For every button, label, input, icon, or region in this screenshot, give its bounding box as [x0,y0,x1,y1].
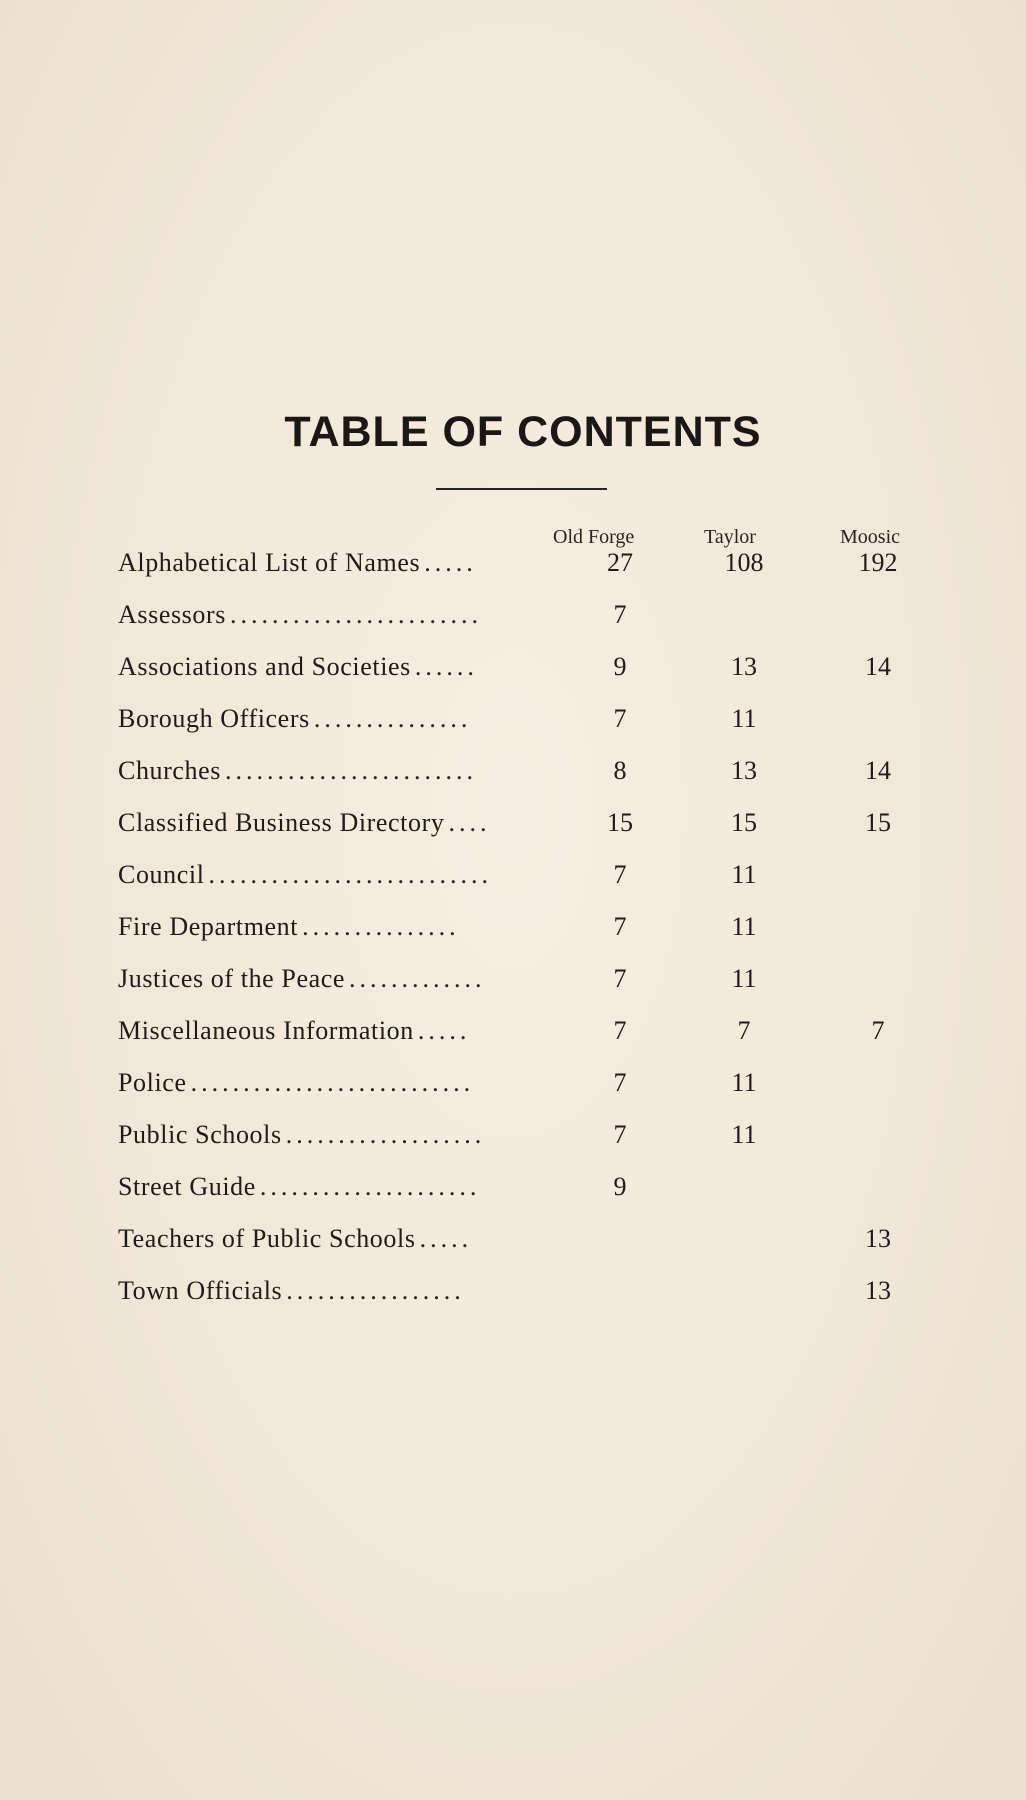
leader-dots: ................. [286,1276,465,1305]
page-number-moosic: 14 [865,652,891,681]
entry-label [118,652,572,682]
leader-dots: ............. [349,964,486,993]
entry-label [118,1224,572,1254]
table-row [0,1068,1026,1108]
entry-label [118,1120,572,1150]
entry-label [118,1068,572,1098]
table-row [0,600,1026,640]
entry-title: Town Officials [118,1276,283,1305]
table-row [0,1172,1026,1212]
table-row [0,652,1026,692]
entry-title: Miscellaneous Information [118,1016,414,1045]
entry-label [118,756,572,786]
entry-label [118,1172,572,1202]
page-number-old-forge: 7 [613,1120,627,1149]
page-number-old-forge: 7 [613,964,627,993]
leader-dots: ...... [414,652,478,681]
leader-dots: ............... [313,704,472,733]
leader-dots: ........................... [208,860,493,889]
entry-title: Churches [118,756,221,785]
entry-title: Classified Business Directory [118,808,445,837]
table-row [0,860,1026,900]
title-divider [436,488,607,490]
leader-dots: ........................... [190,1068,475,1097]
page-number-taylor: 11 [731,1120,757,1149]
page-number-moosic: 192 [858,548,898,577]
leader-dots: ..................... [259,1172,481,1201]
entry-label [118,548,572,578]
page-number-old-forge: 9 [613,1172,627,1201]
entry-label [118,964,572,994]
page-number-taylor: 13 [731,652,757,681]
entry-label [118,704,572,734]
page-number-taylor: 13 [731,756,757,785]
leader-dots: ........................ [229,600,482,629]
table-row [0,1016,1026,1056]
page-number-taylor: 15 [731,808,757,837]
entry-label [118,1016,572,1046]
page-number-taylor: 11 [731,912,757,941]
page-number-old-forge: 7 [613,1068,627,1097]
table-row [0,1224,1026,1264]
leader-dots: ........................ [225,756,477,785]
page-number-moosic: 13 [865,1276,891,1305]
page-number-old-forge: 8 [613,756,627,785]
page-number-old-forge: 7 [613,912,627,941]
page-number-moosic: 7 [871,1016,885,1045]
entry-title: Justices of the Peace [118,964,346,993]
page-number-taylor: 11 [731,1068,757,1097]
page-number-taylor: 11 [731,704,757,733]
entry-label [118,912,572,942]
page-number-old-forge: 9 [613,652,627,681]
page-title: TABLE OF CONTENTS [284,408,762,456]
page-number-old-forge: 7 [613,1016,627,1045]
page-number-moosic: 15 [865,808,891,837]
table-row [0,1276,1026,1316]
leader-dots: ..... [419,1224,473,1253]
entry-title: Teachers of Public Schools [118,1224,416,1253]
table-row [0,808,1026,848]
leader-dots: ............... [302,912,460,941]
entry-title: Fire Department [118,912,299,941]
entry-label [118,860,572,890]
table-row [0,756,1026,796]
entry-title: Borough Officers [118,704,310,733]
page-number-taylor: 7 [737,1016,751,1045]
page-number-taylor: 108 [724,548,764,577]
entry-title: Alphabetical List of Names [118,548,421,577]
page-number-old-forge: 7 [613,704,627,733]
entry-title: Associations and Societies [118,652,411,681]
table-row [0,964,1026,1004]
leader-dots: ..... [424,548,477,577]
table-row [0,704,1026,744]
page-number-old-forge: 7 [613,860,627,889]
entry-title: Public Schools [118,1120,282,1149]
entry-label [118,600,572,630]
leader-dots: .... [448,808,491,837]
table-row [0,548,1026,588]
page-number-old-forge: 7 [613,600,627,629]
page-number-taylor: 11 [731,964,757,993]
column-header-taylor: Taylor [704,526,756,548]
page-number-old-forge: 27 [607,548,633,577]
entry-label [118,808,572,838]
column-header-moosic: Moosic [840,526,900,548]
page-number-moosic: 13 [865,1224,891,1253]
page-number-moosic: 14 [865,756,891,785]
column-header-old-forge: Old Forge [553,526,635,548]
table-row [0,912,1026,952]
entry-title: Street Guide [118,1172,256,1201]
page-number-old-forge: 15 [607,808,633,837]
leader-dots: ................... [285,1120,486,1149]
page-number-taylor: 11 [731,860,757,889]
leader-dots: ..... [417,1016,471,1045]
entry-title: Police [118,1068,187,1097]
entry-title: Council [118,860,205,889]
entry-title: Assessors [118,600,226,629]
entry-label [118,1276,572,1306]
table-row [0,1120,1026,1160]
